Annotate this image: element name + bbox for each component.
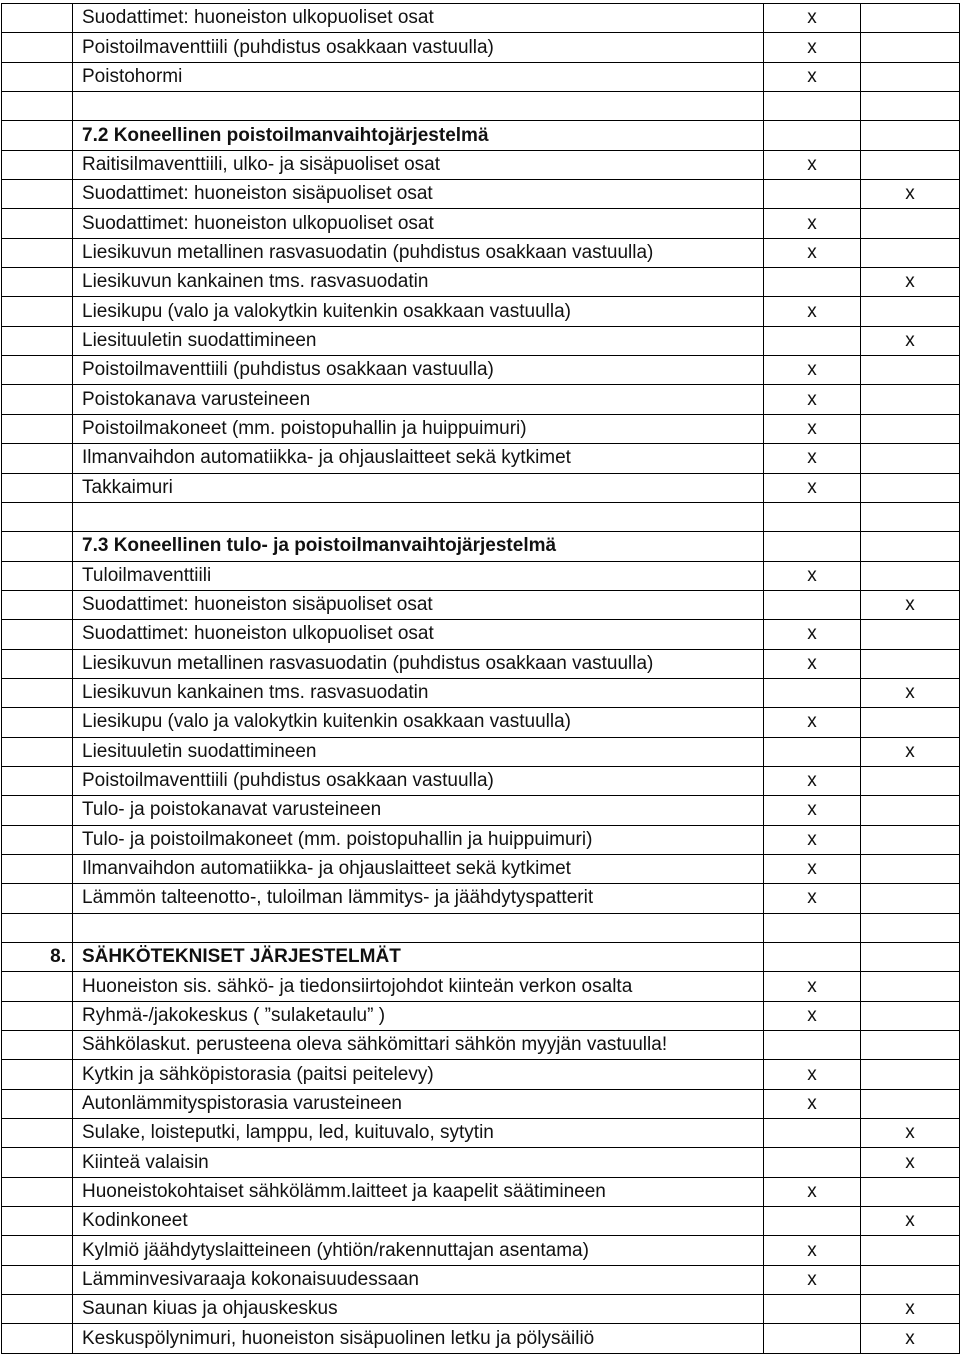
table-row xyxy=(2,825,960,854)
row-label: Ryhmä-/jakokeskus ( ”sulaketaulu” ) xyxy=(73,1001,764,1030)
table-row xyxy=(2,796,960,825)
row-number-cell xyxy=(2,854,73,883)
responsibility-mark-b xyxy=(861,1177,960,1206)
table-row xyxy=(2,33,960,62)
responsibility-mark-a: x xyxy=(764,33,861,62)
row-label: Takkaimuri xyxy=(73,473,764,502)
row-label: Poistoilmakoneet (mm. poistopuhallin ja huippuimuri) xyxy=(73,414,764,443)
row-number-cell xyxy=(2,502,73,531)
row-label: Poistokanava varusteineen xyxy=(73,385,764,414)
table-row xyxy=(2,1295,960,1324)
table-row xyxy=(2,444,960,473)
row-number-cell xyxy=(2,1031,73,1060)
responsibility-mark-a xyxy=(764,590,861,619)
responsibility-mark-b xyxy=(861,943,960,972)
responsibility-mark-b: x xyxy=(861,268,960,297)
section-heading-row xyxy=(2,532,960,561)
responsibility-mark-a: x xyxy=(764,972,861,1001)
blank-row xyxy=(2,913,960,942)
row-number-cell xyxy=(2,473,73,502)
row-number-cell xyxy=(2,708,73,737)
responsibility-mark-b xyxy=(861,238,960,267)
responsibility-mark-b xyxy=(861,33,960,62)
row-number-cell xyxy=(2,33,73,62)
table-row xyxy=(2,1265,960,1294)
responsibility-mark-b xyxy=(861,62,960,91)
responsibility-mark-a xyxy=(764,943,861,972)
row-label: Kytkin ja sähköpistorasia (paitsi peitelevy) xyxy=(73,1060,764,1089)
row-label: Liesikupu (valo ja valokytkin kuitenkin osakkaan vastuulla) xyxy=(73,708,764,737)
row-label: Poistoilmaventtiili (puhdistus osakkaan vastuulla) xyxy=(73,356,764,385)
responsibility-mark-b xyxy=(861,825,960,854)
row-number-cell xyxy=(2,150,73,179)
responsibility-mark-b xyxy=(861,1001,960,1030)
row-label: Poistoilmaventtiili (puhdistus osakkaan vastuulla) xyxy=(73,766,764,795)
responsibility-table-page xyxy=(0,3,960,1354)
responsibility-mark-a xyxy=(764,1119,861,1148)
row-label: Kiinteä valaisin xyxy=(73,1148,764,1177)
responsibility-mark-a: x xyxy=(764,356,861,385)
responsibility-mark-a: x xyxy=(764,649,861,678)
section-heading: SÄHKÖTEKNISET JÄRJESTELMÄT xyxy=(73,943,764,972)
row-number-cell xyxy=(2,92,73,121)
table-row xyxy=(2,972,960,1001)
table-row xyxy=(2,1148,960,1177)
table-row xyxy=(2,590,960,619)
table-row xyxy=(2,414,960,443)
responsibility-mark-a: x xyxy=(764,385,861,414)
row-label: Lämminvesivaraaja kokonaisuudessaan xyxy=(73,1265,764,1294)
row-number-cell xyxy=(2,766,73,795)
row-label: Sulake, loisteputki, lamppu, led, kuituvalo, sytytin xyxy=(73,1119,764,1148)
row-number-cell xyxy=(2,1295,73,1324)
row-label-cell xyxy=(73,92,764,121)
responsibility-mark-b: x xyxy=(861,1119,960,1148)
table-row xyxy=(2,678,960,707)
responsibility-mark-b xyxy=(861,620,960,649)
table-row xyxy=(2,356,960,385)
table-row xyxy=(2,4,960,33)
responsibility-mark-b xyxy=(861,1265,960,1294)
row-label-cell xyxy=(73,913,764,942)
table-row xyxy=(2,1119,960,1148)
table-row xyxy=(2,297,960,326)
responsibility-mark-a: x xyxy=(764,1177,861,1206)
section-heading: 7.2 Koneellinen poistoilmanvaihtojärjestelmä xyxy=(73,121,764,150)
table-row xyxy=(2,708,960,737)
row-label: Liesikupu (valo ja valokytkin kuitenkin osakkaan vastuulla) xyxy=(73,297,764,326)
row-number-cell xyxy=(2,356,73,385)
responsibility-mark-a xyxy=(764,678,861,707)
responsibility-mark-b xyxy=(861,972,960,1001)
blank-row xyxy=(2,92,960,121)
responsibility-mark-b xyxy=(861,121,960,150)
row-number-cell xyxy=(2,62,73,91)
table-row xyxy=(2,150,960,179)
responsibility-mark-b xyxy=(861,1089,960,1118)
responsibility-mark-a xyxy=(764,1295,861,1324)
section-number xyxy=(2,532,73,561)
row-number-cell xyxy=(2,620,73,649)
row-label: Autonlämmityspistorasia varusteineen xyxy=(73,1089,764,1118)
table-row xyxy=(2,854,960,883)
responsibility-mark-b xyxy=(861,1236,960,1265)
row-label: Ilmanvaihdon automatiikka- ja ohjauslaitteet sekä kytkimet xyxy=(73,854,764,883)
table-row xyxy=(2,326,960,355)
row-number-cell xyxy=(2,1119,73,1148)
row-number-cell xyxy=(2,209,73,238)
row-number-cell xyxy=(2,796,73,825)
row-number-cell xyxy=(2,238,73,267)
table-row xyxy=(2,238,960,267)
responsibility-mark-a xyxy=(764,1031,861,1060)
row-label: Raitisilmaventtiili, ulko- ja sisäpuoliset osat xyxy=(73,150,764,179)
blank-row xyxy=(2,502,960,531)
table-row xyxy=(2,473,960,502)
responsibility-mark-b xyxy=(861,884,960,913)
table-row xyxy=(2,1060,960,1089)
row-label: Saunan kiuas ja ohjauskeskus xyxy=(73,1295,764,1324)
table-row xyxy=(2,620,960,649)
responsibility-mark-a: x xyxy=(764,854,861,883)
row-number-cell xyxy=(2,385,73,414)
row-label: Suodattimet: huoneiston ulkopuoliset osat xyxy=(73,620,764,649)
responsibility-mark-a xyxy=(764,268,861,297)
row-number-cell xyxy=(2,297,73,326)
responsibility-mark-a: x xyxy=(764,561,861,590)
row-number-cell xyxy=(2,1001,73,1030)
responsibility-mark-b: x xyxy=(861,678,960,707)
row-number-cell xyxy=(2,913,73,942)
responsibility-mark-b xyxy=(861,649,960,678)
row-label: Kodinkoneet xyxy=(73,1207,764,1236)
responsibility-mark-b: x xyxy=(861,1324,960,1353)
responsibility-mark-b xyxy=(861,796,960,825)
row-number-cell xyxy=(2,590,73,619)
table-row xyxy=(2,62,960,91)
row-number-cell xyxy=(2,678,73,707)
responsibility-mark-a: x xyxy=(764,62,861,91)
responsibility-mark-a: x xyxy=(764,766,861,795)
responsibility-mark-a xyxy=(764,1148,861,1177)
responsibility-mark-a xyxy=(764,326,861,355)
responsibility-mark-b xyxy=(861,414,960,443)
table-row xyxy=(2,649,960,678)
responsibility-mark-a: x xyxy=(764,238,861,267)
table-row xyxy=(2,561,960,590)
row-label: Keskuspölynimuri, huoneiston sisäpuolinen letku ja pölysäiliö xyxy=(73,1324,764,1353)
row-label: Ilmanvaihdon automatiikka- ja ohjauslaitteet sekä kytkimet xyxy=(73,444,764,473)
row-label: Tulo- ja poistokanavat varusteineen xyxy=(73,796,764,825)
row-label: Tuloilmaventtiili xyxy=(73,561,764,590)
row-label: Kylmiö jäähdytyslaitteineen (yhtiön/rakennuttajan asentama) xyxy=(73,1236,764,1265)
responsibility-mark-a xyxy=(764,1324,861,1353)
table-row xyxy=(2,1001,960,1030)
row-number-cell xyxy=(2,1265,73,1294)
row-number-cell xyxy=(2,884,73,913)
row-label: Liesituuletin suodattimineen xyxy=(73,326,764,355)
table-body xyxy=(2,4,960,1354)
row-label: Suodattimet: huoneiston sisäpuoliset osat xyxy=(73,590,764,619)
table-row xyxy=(2,209,960,238)
responsibility-mark-b xyxy=(861,385,960,414)
row-label: Lämmön talteenotto-, tuloilman lämmitys- ja jäähdytyspatterit xyxy=(73,884,764,913)
responsibility-mark-a: x xyxy=(764,884,861,913)
row-number-cell xyxy=(2,414,73,443)
row-label: Suodattimet: huoneiston sisäpuoliset osat xyxy=(73,180,764,209)
responsibility-mark-a: x xyxy=(764,825,861,854)
responsibility-mark-b xyxy=(861,766,960,795)
table-row xyxy=(2,1207,960,1236)
row-label: Liesikuvun metallinen rasvasuodatin (puhdistus osakkaan vastuulla) xyxy=(73,649,764,678)
responsibility-mark-b: x xyxy=(861,1207,960,1236)
row-label: Huoneistokohtaiset sähkölämm.laitteet ja kaapelit säätimineen xyxy=(73,1177,764,1206)
row-label: Liesikuvun kankainen tms. rasvasuodatin xyxy=(73,268,764,297)
row-number-cell xyxy=(2,649,73,678)
row-label: Sähkölaskut. perusteena oleva sähkömittari sähkön myyjän vastuulla! xyxy=(73,1031,764,1060)
section-heading-row xyxy=(2,121,960,150)
table-row xyxy=(2,737,960,766)
row-label-cell xyxy=(73,502,764,531)
table-row xyxy=(2,1031,960,1060)
section-number xyxy=(2,121,73,150)
row-label: Poistohormi xyxy=(73,62,764,91)
responsibility-mark-b xyxy=(861,4,960,33)
row-number-cell xyxy=(2,4,73,33)
responsibility-mark-b xyxy=(861,1031,960,1060)
responsibility-mark-a: x xyxy=(764,620,861,649)
table-row xyxy=(2,766,960,795)
responsibility-mark-b xyxy=(861,209,960,238)
responsibility-mark-a: x xyxy=(764,209,861,238)
responsibility-mark-a: x xyxy=(764,473,861,502)
row-number-cell xyxy=(2,1177,73,1206)
responsibility-mark-b xyxy=(861,708,960,737)
row-number-cell xyxy=(2,1089,73,1118)
responsibility-mark-a: x xyxy=(764,1089,861,1118)
responsibility-mark-b: x xyxy=(861,326,960,355)
row-number-cell xyxy=(2,180,73,209)
row-number-cell xyxy=(2,972,73,1001)
responsibility-mark-a: x xyxy=(764,1060,861,1089)
section-number: 8. xyxy=(2,943,73,972)
row-label: Tulo- ja poistoilmakoneet (mm. poistopuhallin ja huippuimuri) xyxy=(73,825,764,854)
row-label: Liesikuvun metallinen rasvasuodatin (puhdistus osakkaan vastuulla) xyxy=(73,238,764,267)
responsibility-mark-a xyxy=(764,92,861,121)
row-label: Suodattimet: huoneiston ulkopuoliset osat xyxy=(73,209,764,238)
row-number-cell xyxy=(2,1207,73,1236)
responsibility-mark-b xyxy=(861,356,960,385)
responsibility-mark-b xyxy=(861,532,960,561)
responsibility-mark-a: x xyxy=(764,708,861,737)
responsibility-mark-b xyxy=(861,297,960,326)
responsibility-mark-a xyxy=(764,913,861,942)
responsibility-mark-a xyxy=(764,532,861,561)
row-number-cell xyxy=(2,1236,73,1265)
table-row xyxy=(2,1236,960,1265)
responsibility-mark-b xyxy=(861,473,960,502)
responsibility-mark-b xyxy=(861,913,960,942)
responsibility-mark-a: x xyxy=(764,297,861,326)
row-label: Poistoilmaventtiili (puhdistus osakkaan vastuulla) xyxy=(73,33,764,62)
responsibility-mark-b: x xyxy=(861,737,960,766)
responsibility-mark-a: x xyxy=(764,1236,861,1265)
row-number-cell xyxy=(2,444,73,473)
responsibility-mark-a: x xyxy=(764,414,861,443)
responsibility-mark-b: x xyxy=(861,590,960,619)
row-number-cell xyxy=(2,1060,73,1089)
responsibility-mark-b: x xyxy=(861,1295,960,1324)
row-number-cell xyxy=(2,561,73,590)
responsibility-mark-b xyxy=(861,502,960,531)
responsibility-table xyxy=(1,3,960,1354)
responsibility-mark-b: x xyxy=(861,180,960,209)
responsibility-mark-b xyxy=(861,150,960,179)
table-row xyxy=(2,1324,960,1353)
table-row xyxy=(2,268,960,297)
responsibility-mark-a: x xyxy=(764,1001,861,1030)
responsibility-mark-b xyxy=(861,561,960,590)
row-number-cell xyxy=(2,326,73,355)
table-row xyxy=(2,1177,960,1206)
responsibility-mark-b xyxy=(861,92,960,121)
row-label: Liesituuletin suodattimineen xyxy=(73,737,764,766)
responsibility-mark-a: x xyxy=(764,150,861,179)
section-heading: 7.3 Koneellinen tulo- ja poistoilmanvaihtojärjestelmä xyxy=(73,532,764,561)
table-row xyxy=(2,385,960,414)
table-row xyxy=(2,884,960,913)
responsibility-mark-a: x xyxy=(764,4,861,33)
responsibility-mark-b: x xyxy=(861,1148,960,1177)
responsibility-mark-a xyxy=(764,121,861,150)
row-number-cell xyxy=(2,737,73,766)
responsibility-mark-a: x xyxy=(764,796,861,825)
responsibility-mark-a xyxy=(764,737,861,766)
responsibility-mark-a: x xyxy=(764,444,861,473)
table-row xyxy=(2,180,960,209)
section-heading-row xyxy=(2,943,960,972)
responsibility-mark-a xyxy=(764,1207,861,1236)
row-number-cell xyxy=(2,268,73,297)
row-number-cell xyxy=(2,825,73,854)
row-label: Huoneiston sis. sähkö- ja tiedonsiirtojohdot kiinteän verkon osalta xyxy=(73,972,764,1001)
row-label: Liesikuvun kankainen tms. rasvasuodatin xyxy=(73,678,764,707)
row-number-cell xyxy=(2,1148,73,1177)
row-label: Suodattimet: huoneiston ulkopuoliset osat xyxy=(73,4,764,33)
responsibility-mark-a xyxy=(764,502,861,531)
responsibility-mark-a xyxy=(764,180,861,209)
table-row xyxy=(2,1089,960,1118)
responsibility-mark-b xyxy=(861,854,960,883)
responsibility-mark-b xyxy=(861,1060,960,1089)
responsibility-mark-b xyxy=(861,444,960,473)
responsibility-mark-a: x xyxy=(764,1265,861,1294)
row-number-cell xyxy=(2,1324,73,1353)
